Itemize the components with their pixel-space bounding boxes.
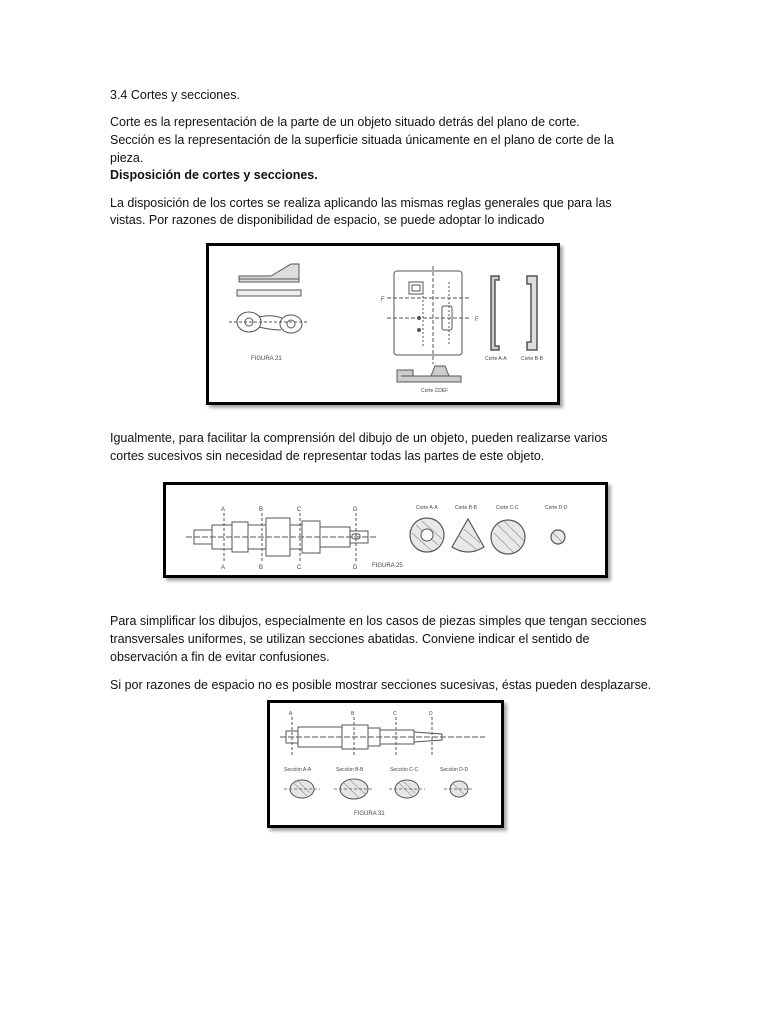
disposicion-line-2: vistas. Por razones de disponibilidad de espacio, se puede adoptar lo indicado: [110, 213, 545, 227]
subheading: Disposición de cortes y secciones.: [110, 168, 318, 182]
figure-31-label-aa: Sección A-A: [284, 767, 312, 773]
figure-21-label-bb: Corte B-B: [521, 356, 543, 362]
figure-25-letter-d-bottom: D: [353, 565, 358, 571]
cortes-sucesivos-line-1: Igualmente, para facilitar la comprensión del dibujo de un objeto, pueden realizarse varios: [110, 431, 608, 445]
figure-31-label-bb: Sección B-B: [336, 767, 364, 773]
figure-25-label-bb: Corte B-B: [455, 505, 477, 511]
figure-21-label-aa: Corte A-A: [485, 356, 507, 362]
svg-text:F: F: [475, 317, 479, 323]
figure-25-letter-a-bottom: A: [221, 565, 226, 571]
figure-31-letter-a: A: [289, 711, 293, 717]
figure-31-letter-b: B: [351, 711, 355, 717]
figure-31-label-cc: Sección C-C: [390, 767, 419, 773]
figure-25-letter-c-top: C: [297, 507, 302, 513]
disposicion-line-1: La disposición de los cortes se realiza aplicando las mismas reglas generales que para las: [110, 196, 612, 210]
secciones-abatidas-line-2: transversales uniformes, se utilizan secciones abatidas. Conviene indicar el sentido de: [110, 632, 590, 646]
figure-25-label-dd: Corte D-D: [545, 505, 568, 511]
figure-31-drawing: [270, 703, 501, 825]
cortes-sucesivos-line-2: cortes sucesivos sin necesidad de representar todas las partes de este objeto.: [110, 449, 545, 463]
figure-25-letter-b-top: B: [259, 507, 264, 513]
section-heading: 3.4 Cortes y secciones.: [110, 88, 240, 102]
figure-25-letter-c-bottom: C: [297, 565, 302, 571]
figure-25-letter-b-bottom: B: [259, 565, 264, 571]
figure-31-frame: [267, 700, 504, 828]
secciones-abatidas-line-3: observación a fin de evitar confusiones.: [110, 650, 330, 664]
figure-21-frame: [206, 243, 560, 405]
secciones-abatidas-line-1: Para simplificar los dibujos, especialmente en los casos de piezas simples que tengan secciones: [110, 614, 647, 628]
figure-25-letter-a-top: A: [221, 507, 226, 513]
figure-25-letter-d-top: D: [353, 507, 358, 513]
figure-21-drawing: [209, 246, 557, 402]
seccion-definition-line-3: pieza.: [110, 151, 144, 165]
figure-25-label-aa: Corte A-A: [416, 505, 438, 511]
svg-text:F: F: [381, 297, 385, 303]
figure-25-label-cc: Corte C-C: [496, 505, 519, 511]
figure-25-caption: FIGURA 25: [372, 563, 403, 569]
secciones-desplazadas-line: Si por razones de espacio no es posible mostrar secciones sucesivas, éstas pueden desplazarse.: [110, 678, 652, 692]
figure-31-letter-d: D: [429, 711, 433, 717]
figure-31-letter-c: C: [393, 711, 397, 717]
figure-21-caption: FIGURA 21: [251, 356, 282, 362]
figure-25-drawing: [166, 485, 605, 575]
figure-31-caption: FIGURA 31: [354, 811, 385, 817]
figure-21-label-cdef: Corte CDEF: [421, 388, 449, 394]
corte-definition-line-1: Corte es la representación de la parte de un objeto situado detrás del plano de corte.: [110, 115, 580, 129]
figure-31-label-dd: Sección D-D: [440, 767, 469, 773]
figure-25-frame: [163, 482, 608, 578]
seccion-definition-line-2: Sección es la representación de la superficie situada únicamente en el plano de corte de la: [110, 133, 614, 147]
